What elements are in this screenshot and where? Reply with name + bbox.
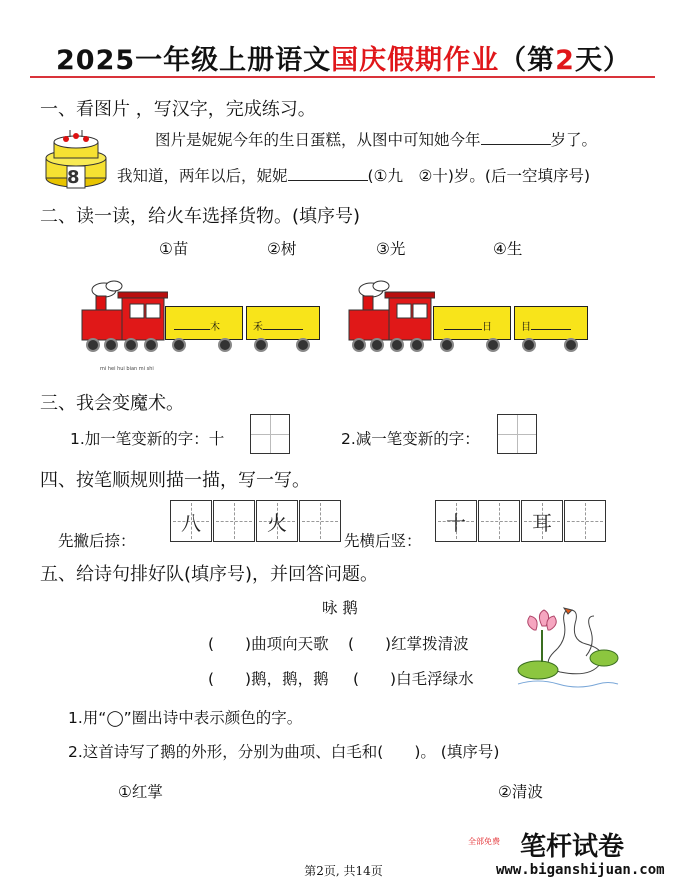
future-age-blank[interactable] (288, 166, 368, 181)
trace-char-huo: 火 (267, 510, 287, 535)
s4-label1: 先撇后捺： (58, 532, 136, 550)
s1-line2 (117, 164, 590, 186)
wheel (124, 338, 138, 352)
wheel (390, 338, 404, 352)
write-box[interactable] (564, 500, 606, 542)
wheel (370, 338, 384, 352)
car1-blank[interactable] (174, 321, 210, 330)
poem-line-c: ( )鹅，鹅，鹅 (208, 670, 329, 688)
page-number: 第2页, 共14页 (304, 864, 383, 878)
car1-label: 木 (210, 322, 220, 333)
wheel (440, 338, 454, 352)
s1-line2-end: (①九 ②十)岁。(后一空填序号) (367, 167, 590, 185)
option-1: ①苗 (159, 240, 189, 258)
section4-heading: 四、按笔顺规则描一描，写一写。 (40, 470, 310, 491)
brand-url[interactable]: www.biganshijuan.com (496, 862, 665, 878)
brand-logo: 笔杆试卷 (520, 832, 625, 862)
title-divider (30, 76, 655, 78)
write-box[interactable] (299, 500, 341, 542)
car2-label: 禾 (253, 322, 263, 333)
wheel (86, 338, 100, 352)
wheel (410, 338, 424, 352)
write-box[interactable] (478, 500, 520, 542)
answer-box-add-stroke[interactable] (250, 414, 290, 454)
wheel (218, 338, 232, 352)
trace-box[interactable] (521, 500, 563, 542)
section3-heading: 三、我会变魔术。 (40, 393, 184, 414)
car4-label: 目 (521, 322, 531, 333)
s5-q1: 1.用“◯”圈出诗中表示颜色的字。 (68, 709, 303, 727)
page-title (0, 38, 687, 77)
car2-slot (253, 318, 303, 333)
free-badge: 全部免费 (468, 837, 500, 846)
goose-lotus-illustration-icon (512, 596, 622, 692)
s5-q2: 2.这首诗写了鹅的外形，分别为曲项、白毛和( )。 (填序号) (68, 743, 500, 761)
wheel (486, 338, 500, 352)
trace-char-shi: 十 (446, 510, 466, 535)
train1-car2 (246, 306, 320, 340)
car4-blank[interactable] (531, 321, 571, 330)
age-blank[interactable] (481, 130, 551, 145)
wheel (104, 338, 118, 352)
trace-box[interactable] (435, 500, 477, 542)
title-main: 2025一年级上册语文 (56, 45, 332, 76)
car3-slot (444, 318, 492, 333)
option-2: ②树 (267, 240, 297, 258)
title-open: （第 (499, 45, 556, 76)
car3-label: 日 (482, 322, 492, 333)
wheel (522, 338, 536, 352)
poem-line-b: ( )红掌拨清波 (348, 635, 469, 653)
car2-blank[interactable] (263, 321, 303, 330)
s1-line1 (155, 128, 597, 150)
s1-line1-end: 岁了。 (550, 131, 598, 149)
section2-heading: 二、读一读，给火车选择货物。(填序号) (40, 206, 361, 227)
section5-heading: 五、给诗句排好队(填序号)，并回答问题。 (40, 564, 379, 585)
trace-char-ba: 八 (181, 510, 201, 535)
s5-option-1: ①红掌 (118, 783, 163, 801)
section1-heading: 一、看图片 ，写汉字，完成练习。 (40, 99, 316, 120)
poem-title: 咏 鹅 (322, 599, 358, 617)
tiny-pinyin-text: mi hei hui bian mi shi (100, 366, 154, 372)
trace-box[interactable] (170, 500, 212, 542)
wheel (172, 338, 186, 352)
title-day: 2 (555, 45, 575, 76)
s3-q1: 1.加一笔变新的字：十 (70, 430, 225, 448)
s4-label2: 先横后竖： (344, 532, 422, 550)
wheel (564, 338, 578, 352)
wheel (254, 338, 268, 352)
train2-car1 (433, 306, 511, 340)
wheel (352, 338, 366, 352)
car1-slot (174, 318, 220, 333)
title-close: 天） (574, 45, 631, 76)
s5-option-2: ②清波 (498, 783, 543, 801)
title-red: 国庆假期作业 (331, 45, 500, 76)
train2-car2 (514, 306, 588, 340)
train1-car1 (165, 306, 243, 340)
s3-q2: 2.减一笔变新的字： (341, 430, 480, 448)
trace-char-er: 耳 (532, 510, 552, 535)
poem-line-d: ( )白毛浮绿水 (353, 670, 474, 688)
option-3: ③光 (376, 240, 406, 258)
car4-slot (521, 318, 571, 333)
write-box[interactable] (213, 500, 255, 542)
answer-box-remove-stroke[interactable] (497, 414, 537, 454)
trace-box[interactable] (256, 500, 298, 542)
s1-line1-text: 图片是妮妮今年的生日蛋糕，从图中可知她今年 (155, 131, 481, 149)
car3-blank[interactable] (444, 321, 482, 330)
wheel (296, 338, 310, 352)
poem-line-a: ( )曲项向天歌 (208, 635, 329, 653)
cake-number: 8 (67, 167, 80, 188)
wheel (144, 338, 158, 352)
s1-line2-text: 我知道，两年以后，妮妮 (117, 167, 288, 185)
option-4: ④生 (493, 240, 523, 258)
